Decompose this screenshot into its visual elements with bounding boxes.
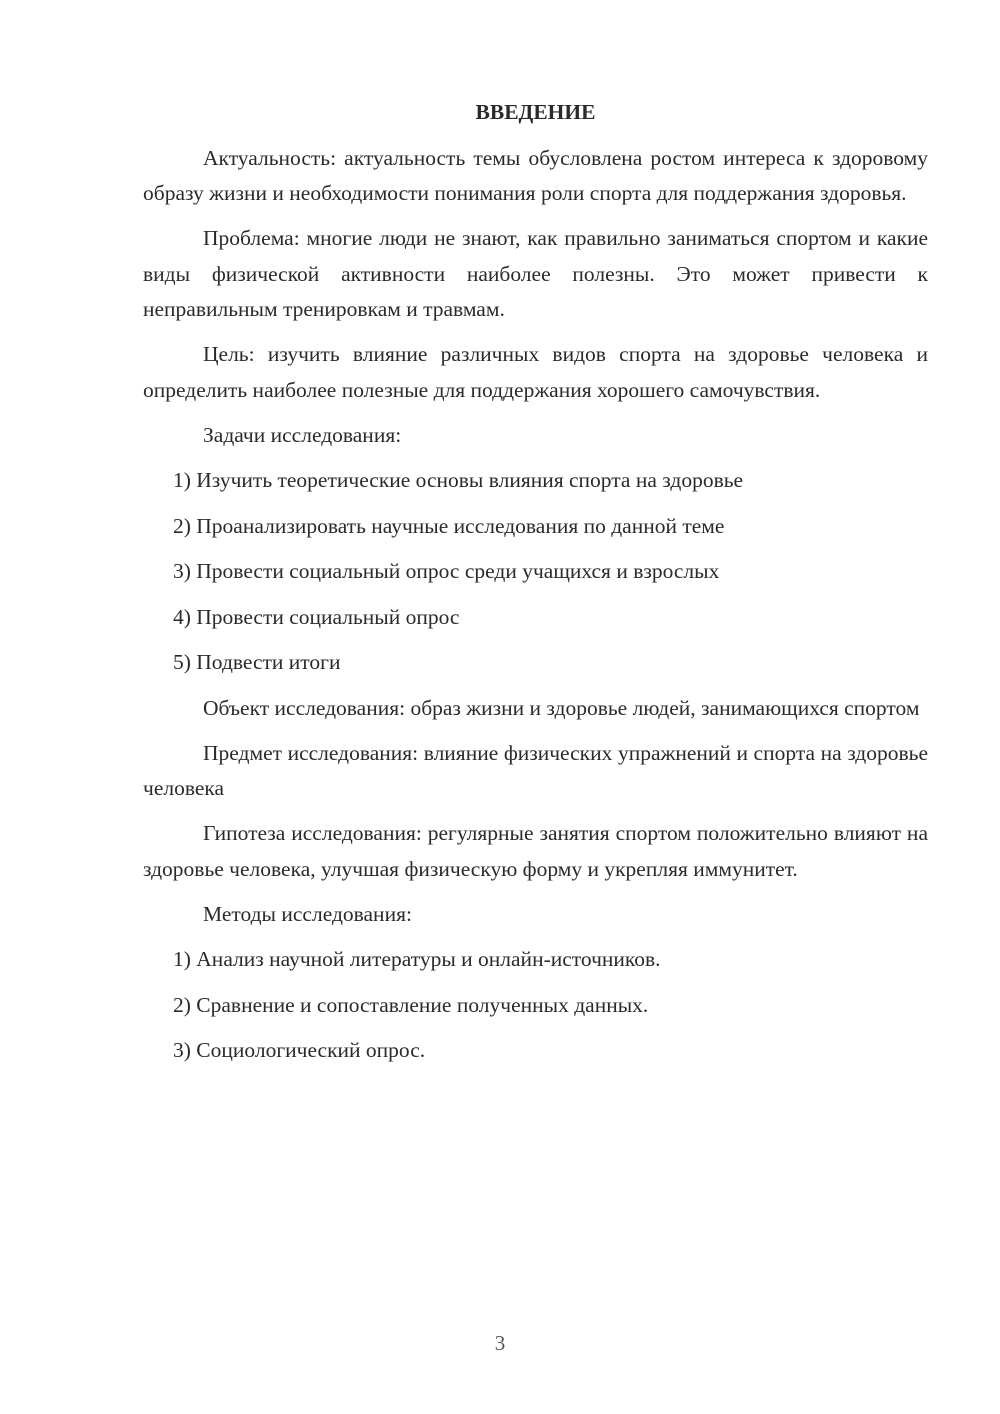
hypothesis-paragraph: Гипотеза исследования: регулярные занятия спортом положительно влияют на здоровье человека, улучшая физическую форму и укрепляя иммунитет. [143,821,928,881]
object-paragraph: Объект исследования: образ жизни и здоровье людей, занимающихся спортом [203,695,920,720]
tasks-list [143,463,928,681]
methods-list [143,942,928,1069]
task-item: 5) Подвести итоги [173,650,341,674]
method-item: 2) Сравнение и сопоставление полученных данных. [173,992,649,1017]
page-number: 3 [494,1331,506,1355]
relevance-paragraph: Актуальность: актуальность темы обусловлена ростом интереса к здоровому образу жизни и необходимости понимания роли спорта для поддержания здоровья. [143,145,928,205]
method-item: 1) Анализ научной литературы и онлайн-источников. [173,947,661,971]
task-item: 3) Провести социальный опрос среди учащихся и взрослых [173,559,720,583]
tasks-heading: Задачи исследования: [203,422,402,447]
document-page [143,95,928,1079]
methods-heading: Методы исследования: [203,901,412,926]
task-item: 4) Провести социальный опрос [173,604,460,629]
task-item: 1) Изучить теоретические основы влияния спорта на здоровье [173,468,744,492]
task-item: 2) Проанализировать научные исследования по данной теме [173,513,725,538]
problem-paragraph: Проблема: многие люди не знают, как правильно заниматься спортом и какие виды физической активности наиболее полезны. Это может привести к неправильным тренировкам и травмам. [143,226,928,321]
section-title: ВВЕДЕНИЕ [475,100,596,124]
method-item: 3) Социологический опрос. [173,1038,426,1062]
subject-paragraph: Предмет исследования: влияние физических упражнений и спорта на здоровье человека [143,740,928,800]
goal-paragraph: Цель: изучить влияние различных видов спорта на здоровье человека и определить наиболее полезные для поддержания хорошего самочувствия. [143,342,928,402]
